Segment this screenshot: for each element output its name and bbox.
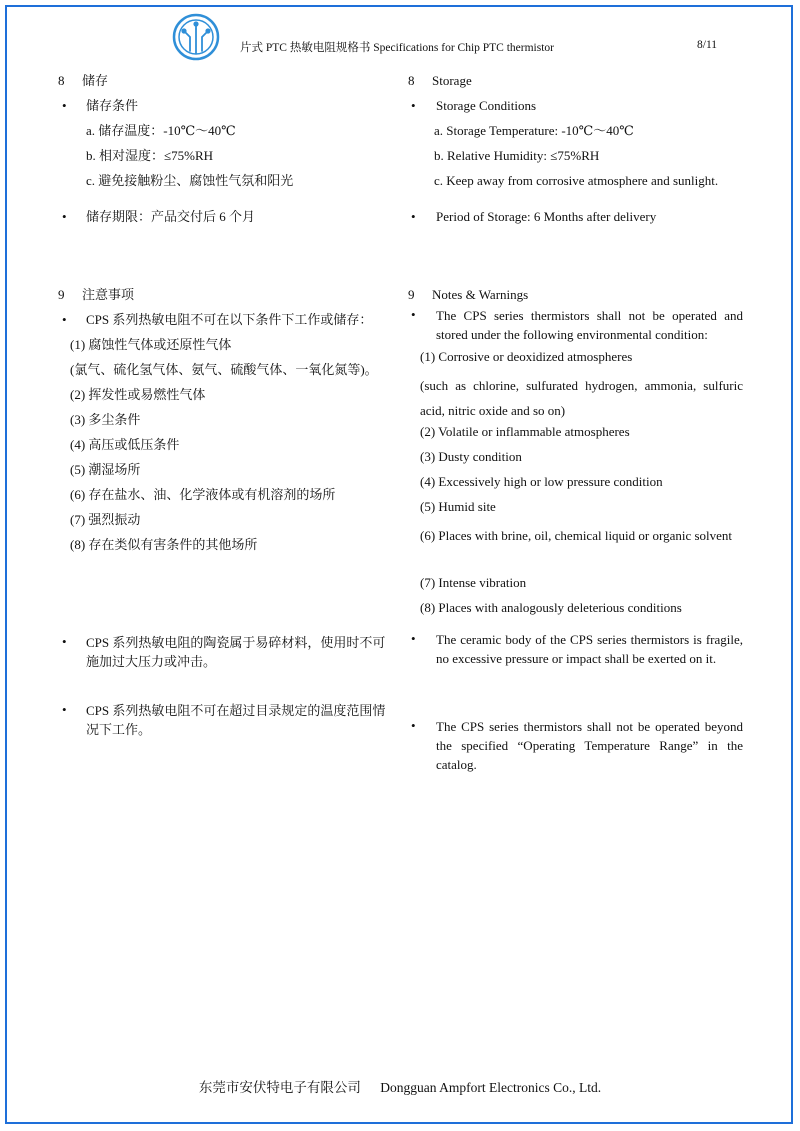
en-item-3: (3) Dusty condition [420, 449, 522, 464]
page-number: 8/11 [697, 39, 718, 51]
en-section-9-number: 9 [408, 287, 415, 302]
cn-item-1: (1) 腐蚀性气体或还原性气体 [70, 337, 232, 352]
en-item-2: (2) Volatile or inflammable atmospheres [420, 424, 630, 439]
cn-section-9-number: 9 [58, 287, 65, 302]
cn-item-4: (4) 高压或低压条件 [70, 437, 180, 452]
company-logo [172, 13, 220, 61]
en-item-1-detail: (such as chlorine, sulfurated hydrogen, ammonia, sulfuric acid, nitric oxide and so on) [420, 378, 743, 418]
cn-section-8-number: 8 [58, 73, 65, 88]
cn-item-6: (6) 存在盐水、油、化学液体或有机溶剂的场所 [70, 487, 336, 502]
cn-item-7: (7) 强烈振动 [70, 512, 141, 527]
bullet-icon: • [62, 312, 67, 327]
en-section-8-title: Storage [432, 73, 472, 88]
cn-storage-period: 储存期限：产品交付后 6 个月 [86, 209, 256, 224]
cn-storage-temperature: a. 储存温度：-10℃～40℃ [86, 123, 236, 138]
footer-company-en: Dongguan Ampfort Electronics Co., Ltd. [380, 1080, 602, 1095]
cn-item-3: (3) 多尘条件 [70, 412, 141, 427]
en-section-8-number: 8 [408, 73, 415, 88]
en-storage-conditions-title: Storage Conditions [436, 98, 537, 113]
bullet-icon: • [62, 702, 67, 717]
en-item-1: (1) Corrosive or deoxidized atmospheres [420, 349, 633, 364]
en-item-6: (6) Places with brine, oil, chemical liquid or organic solvent [420, 528, 733, 543]
cn-avoid-dust: c. 避免接触粉尘、腐蚀性气氛和阳光 [86, 173, 294, 188]
cn-relative-humidity: b. 相对湿度：≤75%RH [86, 148, 214, 163]
cn-temperature-range-warning: CPS 系列热敏电阻不可在超过目录规定的温度范围情况下工作。 [86, 703, 386, 737]
bullet-icon: • [411, 718, 416, 733]
en-item-4: (4) Excessively high or low pressure condition [420, 474, 663, 489]
cn-section-8-title: 储存 [82, 73, 109, 88]
en-item-7: (7) Intense vibration [420, 575, 527, 590]
en-keep-away: c. Keep away from corrosive atmosphere and sunlight. [434, 173, 719, 188]
bullet-icon: • [411, 98, 416, 113]
en-storage-period: Period of Storage: 6 Months after delivery [436, 209, 657, 224]
cn-item-1-detail: (氯气、硫化氢气体、氨气、硫酸气体、一氧化氮等)。 [70, 362, 378, 377]
cn-item-5: (5) 潮湿场所 [70, 462, 141, 477]
en-item-5: (5) Humid site [420, 499, 496, 514]
bullet-icon: • [411, 209, 416, 224]
cn-section-9-title: 注意事项 [82, 287, 135, 302]
cn-storage-conditions-title: 储存条件 [86, 98, 139, 113]
en-notes-intro: The CPS series thermistors shall not be operated and stored under the following environmental condition: [436, 308, 743, 342]
footer [0, 1076, 800, 1096]
bullet-icon: • [411, 307, 416, 322]
cn-item-2: (2) 挥发性或易燃性气体 [70, 387, 206, 402]
document-title: 片式 PTC 热敏电阻规格书 Specifications for Chip PTC thermistor [240, 42, 554, 54]
en-section-9-title: Notes & Warnings [432, 287, 529, 302]
en-item-8: (8) Places with analogously deleterious conditions [420, 600, 682, 615]
bullet-icon: • [62, 209, 67, 224]
bullet-icon: • [62, 98, 67, 113]
footer-company-cn: 东莞市安伏特电子有限公司 [198, 1080, 361, 1095]
en-temperature-range-warning: The CPS series thermistors shall not be operated beyond the specified “Operating Temperature Range” in the catalog. [436, 719, 743, 772]
en-fragile-warning: The ceramic body of the CPS series thermistors is fragile, no excessive pressure or impact shall be exerted on it. [436, 632, 743, 666]
en-relative-humidity: b. Relative Humidity: ≤75%RH [434, 148, 600, 163]
cn-item-8: (8) 存在类似有害条件的其他场所 [70, 537, 258, 552]
bullet-icon: • [62, 634, 67, 649]
bullet-icon: • [411, 631, 416, 646]
en-storage-temperature: a. Storage Temperature: -10℃～40℃ [434, 123, 634, 138]
cn-fragile-warning: CPS 系列热敏电阻的陶瓷属于易碎材料，使用时不可施加过大压力或冲击。 [86, 635, 386, 669]
cn-notes-intro: CPS 系列热敏电阻不可在以下条件下工作或储存： [86, 312, 373, 327]
